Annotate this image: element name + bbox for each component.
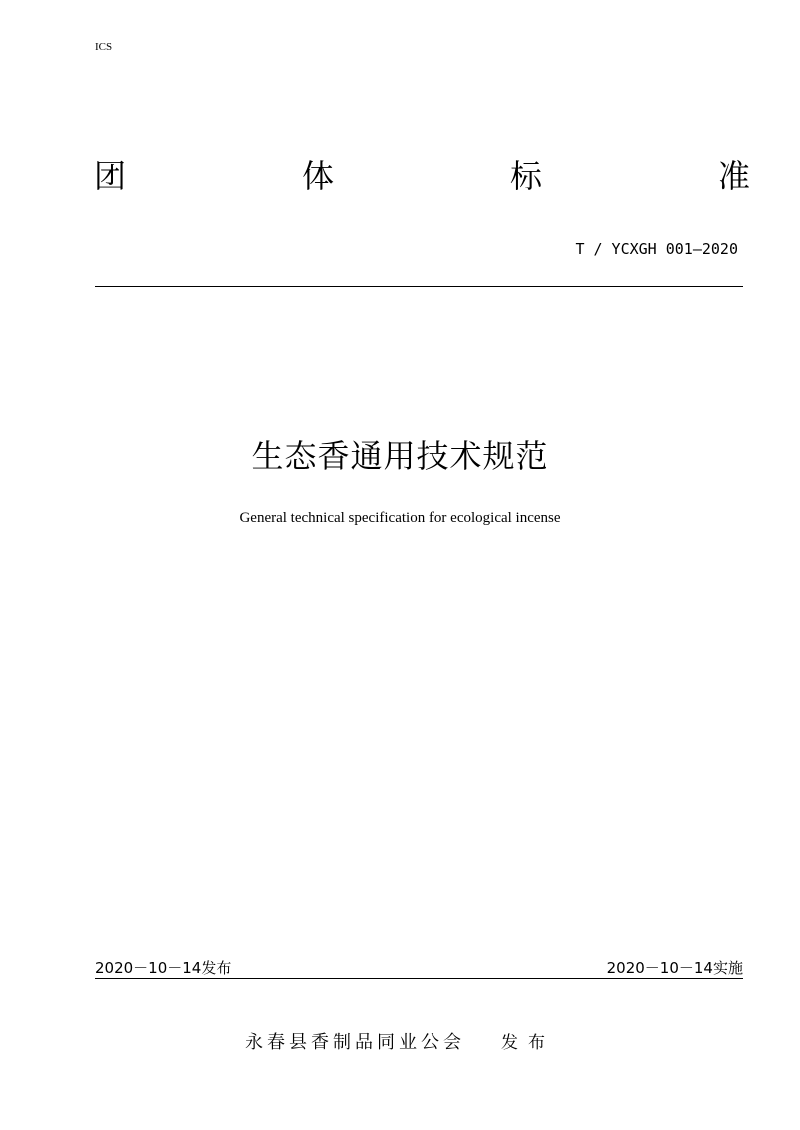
implement-label: 实施: [712, 959, 743, 977]
standard-type-char-3: 标: [509, 157, 542, 195]
implement-date: 2020－10－14: [606, 959, 713, 977]
release-date-group: [95, 958, 231, 978]
standard-type-char-2: 体: [301, 157, 334, 195]
standard-code: T / YCXGH 001—2020: [575, 240, 738, 258]
standard-type-char-1: 团: [94, 157, 127, 195]
publisher-row: [0, 1031, 800, 1055]
ics-label: ICS: [95, 41, 113, 53]
release-date: 2020－10－14: [95, 959, 202, 977]
standard-type-heading: [94, 156, 750, 196]
document-title-english: General technical specification for ecological incense: [239, 510, 561, 526]
publisher-action: 发布: [501, 1033, 555, 1053]
document-title-chinese: 生态香通用技术规范: [251, 437, 549, 475]
standard-type-char-4: 准: [717, 157, 750, 195]
date-row: [95, 958, 743, 979]
header-divider: [95, 286, 743, 287]
publisher-name: 永春县香制品同业公会: [245, 1032, 465, 1053]
implement-date-group: [607, 958, 743, 978]
release-label: 发布: [201, 959, 232, 977]
